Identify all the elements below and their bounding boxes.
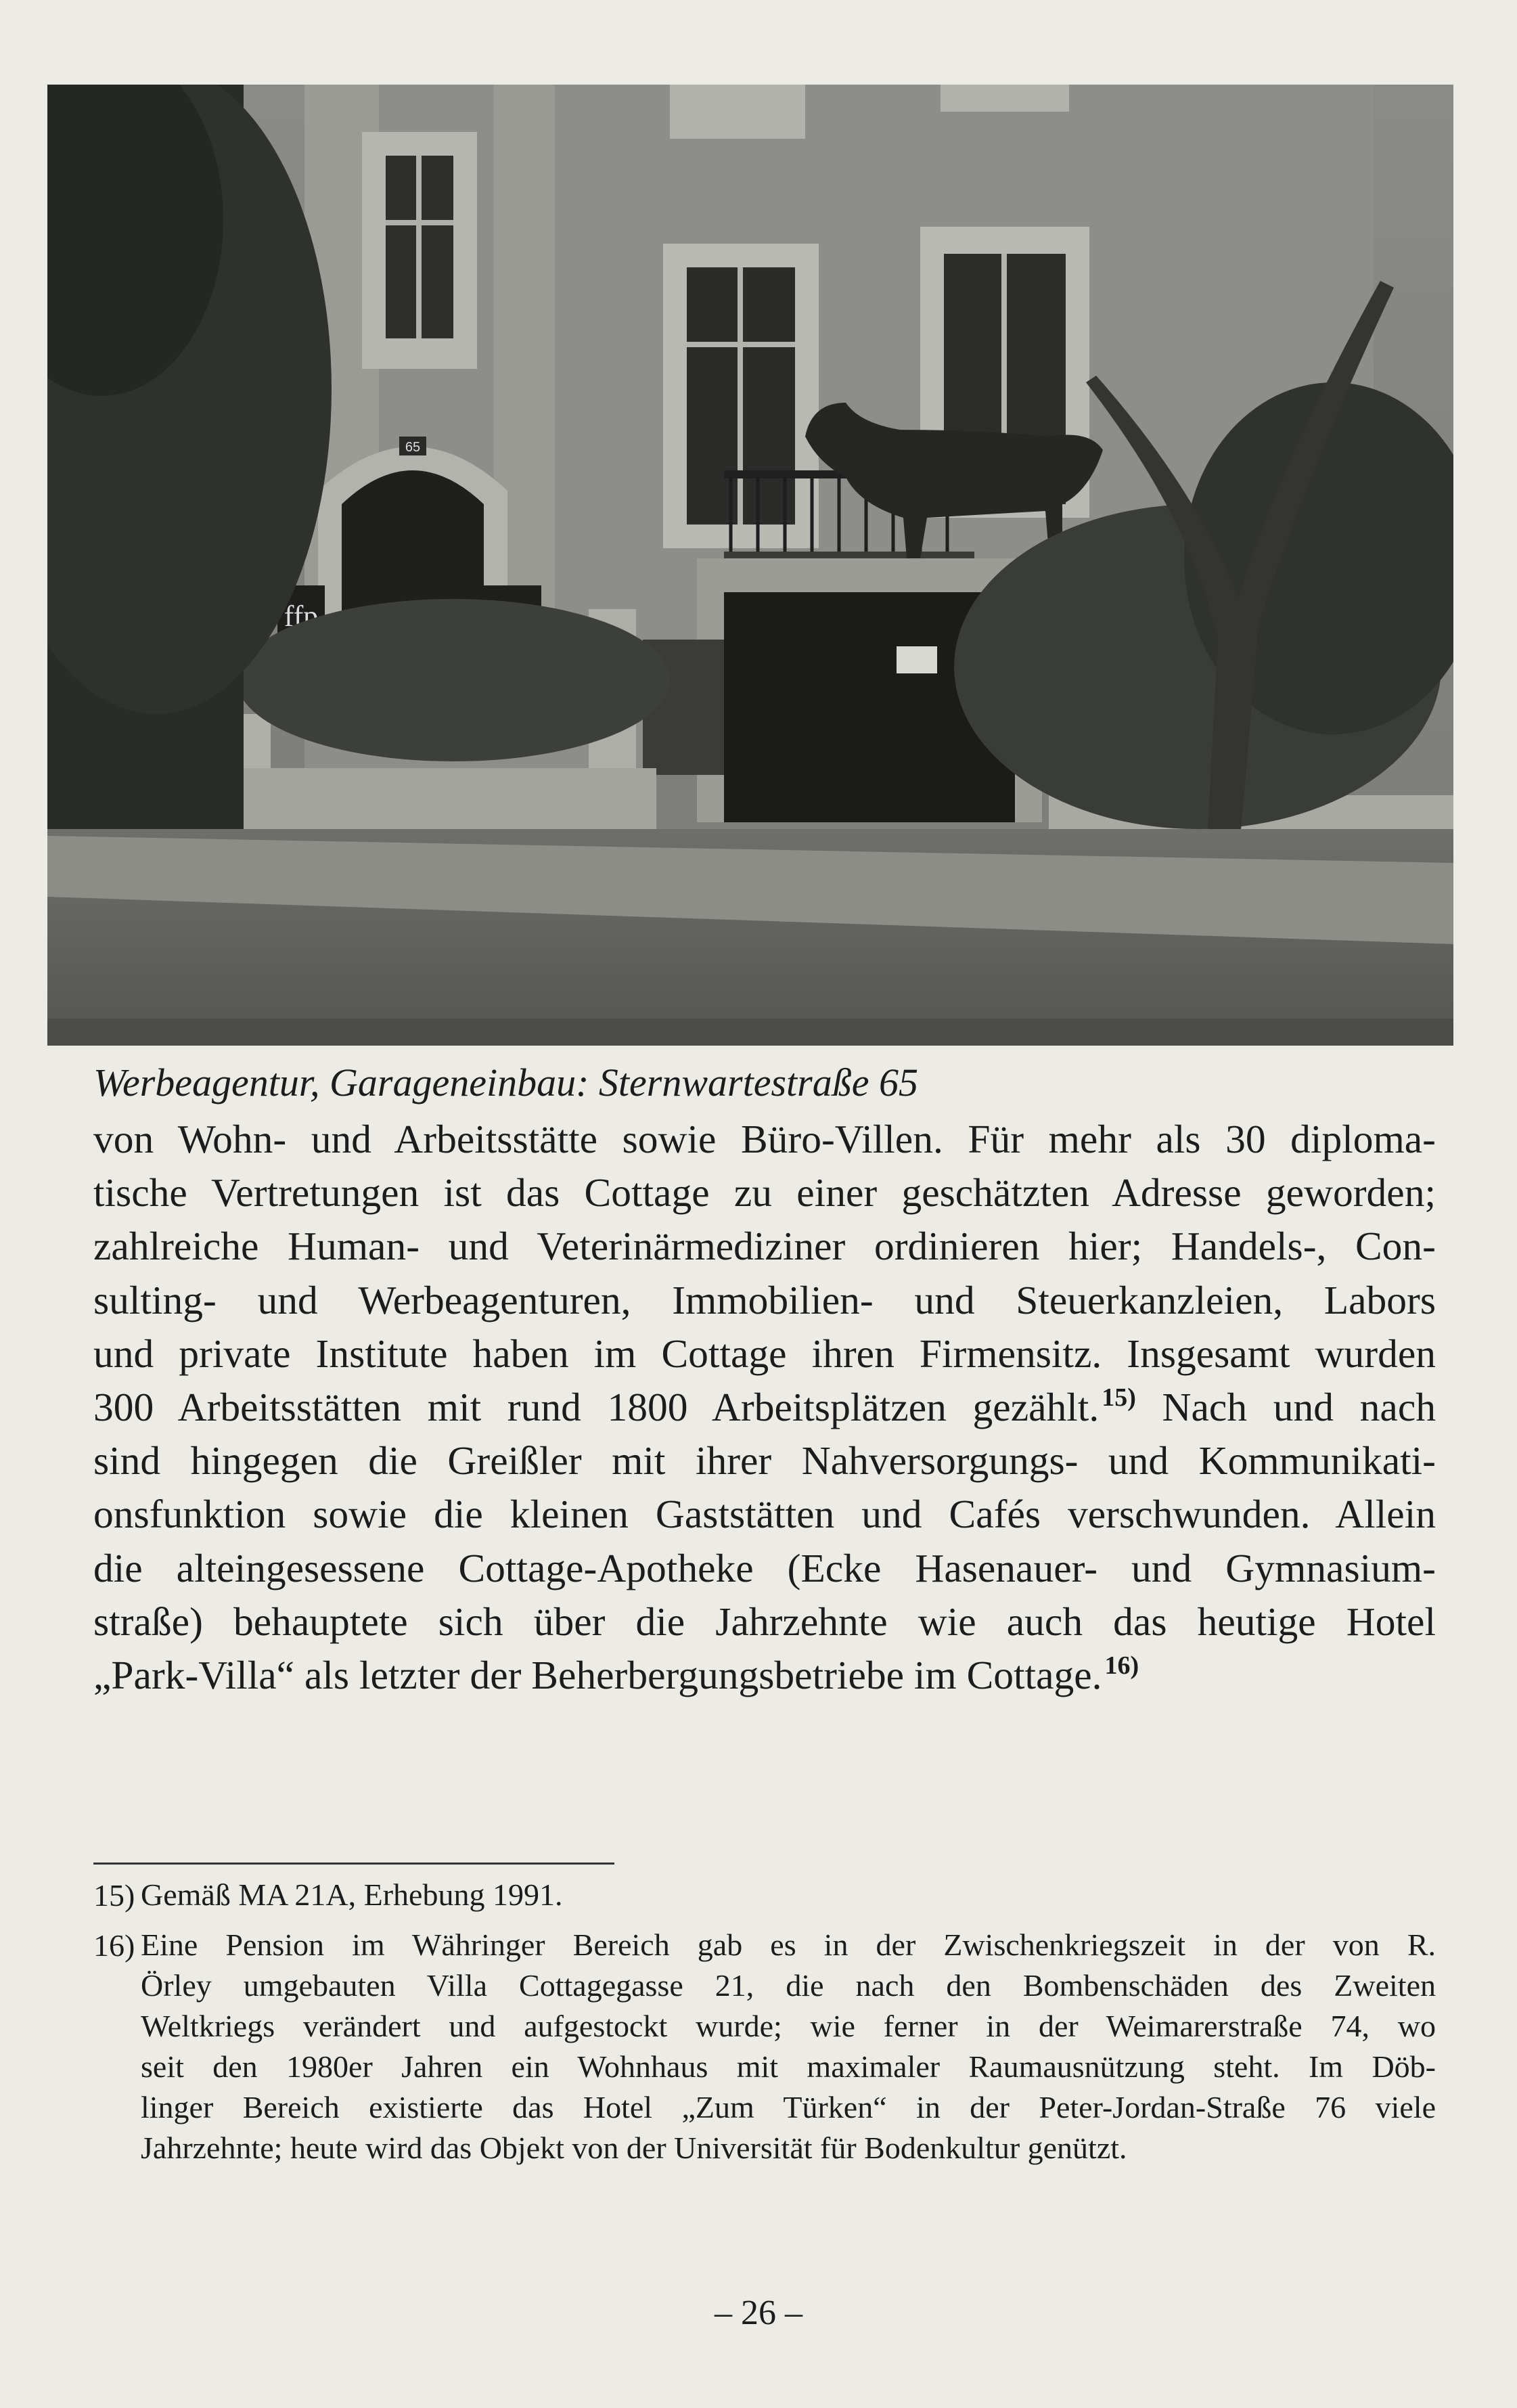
footnote-number: 16) (93, 1928, 135, 1963)
body-line-with-footnote-16 (93, 1649, 1436, 1702)
footnote-ref-16[interactable]: 16) (1104, 1651, 1139, 1680)
body-line: die alteingesessene Cottage-Apotheke (Ecke Hasenauer- und Gymnasium- (93, 1545, 1436, 1590)
footnote-line: Weltkriegs verändert und aufgestockt wurde; wie ferner in der Weimarerstraße 74, wo (141, 2009, 1436, 2043)
body-line-with-footnote-15 (93, 1381, 1436, 1434)
body-paragraph (93, 1113, 1436, 1702)
body-line-tail: Nach und nach (1162, 1385, 1436, 1430)
body-line: tische Vertretungen ist das Cottage zu einer geschätzten Adresse geworden; (93, 1170, 1436, 1216)
body-line: und private Institute haben im Cottage ihren Firmensitz. Insgesamt wurden (93, 1331, 1436, 1376)
photo-sign-left: ffp (284, 600, 319, 633)
footnote-ref-15[interactable]: 15) (1102, 1383, 1136, 1412)
body-line-text: 300 Arbeitsstätten mit rund 1800 Arbeitsplätzen gezählt. (93, 1385, 1100, 1430)
footnote-line: Jahrzehnte; heute wird das Objekt von der Universität für Bodenkultur genützt. (141, 2131, 1127, 2165)
body-line: sind hingegen die Greißler mit ihrer Nahversorgungs- und Kommunikati- (93, 1438, 1436, 1484)
body-line-text: „Park-Villa“ als letzter der Beherbergungsbetriebe im Cottage. (93, 1653, 1102, 1698)
footnote-separator (93, 1863, 614, 1865)
footnote-line: linger Bereich existierte das Hotel „Zum Türken“ in der Peter-Jordan-Straße 76 viele (141, 2090, 1436, 2124)
footnote-line: seit den 1980er Jahren ein Wohnhaus mit maximaler Raumausnützung steht. Im Döb- (141, 2049, 1436, 2084)
footnotes (93, 1875, 1436, 2178)
footnote-line: Eine Pension im Währinger Bereich gab es in der Zwischenkriegszeit in der von R. (141, 1927, 1436, 1962)
body-line: von Wohn- und Arbeitsstätte sowie Büro-Villen. Für mehr als 30 diploma- (93, 1117, 1436, 1161)
footnote-number: 15) (93, 1878, 135, 1913)
footnote-line: Örley umgebauten Villa Cottagegasse 21, die nach den Bombenschäden des Zweiten (141, 1968, 1436, 2003)
footnote-16 (93, 1925, 1436, 2168)
body-line: onsfunktion sowie die kleinen Gaststätten und Cafés verschwunden. Allein (93, 1492, 1436, 1537)
photo-caption: Werbeagentur, Garageneinbau: Sternwartestraße 65 (93, 1061, 918, 1105)
body-line: zahlreiche Human- und Veterinärmediziner ordinieren hier; Handels-, Con- (93, 1224, 1436, 1269)
footnote-15 (93, 1875, 1436, 1915)
body-line: sulting- und Werbeagenturen, Immobilien- und Steuerkanzleien, Labors (93, 1277, 1436, 1322)
footnote-text: Gemäß MA 21A, Erhebung 1991. (141, 1877, 563, 1912)
photo-villa-with-bull-sculpture (47, 85, 1453, 1046)
body-line: straße) behauptete sich über die Jahrzehnte wie auch das heutige Hotel (93, 1599, 1436, 1644)
photo-house-number: 65 (405, 440, 421, 455)
page-number: – 26 – (715, 2294, 802, 2332)
